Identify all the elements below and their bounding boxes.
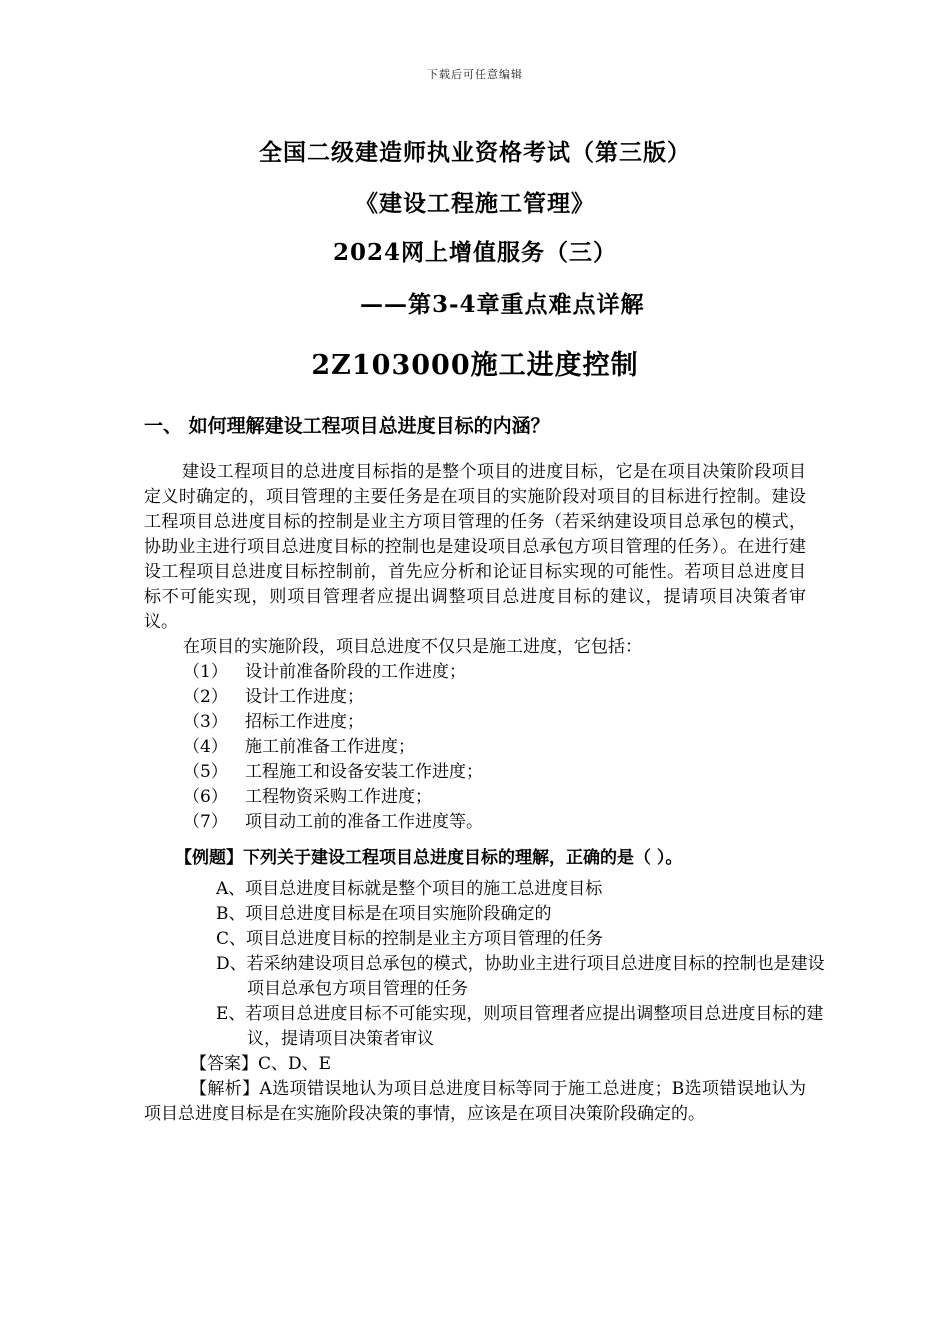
list-intro: 在项目的实施阶段，项目总进度不仅只是施工进度，它包括： (183, 637, 642, 657)
option-e: E、若项目总进度目标不可能实现，则项目管理者应提出调整项目总进度目标的建议，提请项目决策者审议 (216, 1004, 824, 1049)
list-item-text: 工程施工和设备安装工作进度； (245, 762, 483, 782)
header-note: 下载后可任意编辑 (427, 68, 523, 81)
list-item-number: （3） (183, 712, 228, 732)
option-b: B、项目总进度目标是在项目实施阶段确定的 (216, 904, 552, 924)
list-item-text: 项目动工前的准备工作进度等。 (245, 812, 483, 832)
book-title: 《建设工程施工管理》 (355, 190, 595, 217)
answer: 【答案】C、D、E (190, 1054, 332, 1074)
list-item (183, 710, 364, 735)
explanation: 【解析】A选项错误地认为项目总进度目标等同于施工总进度；B选项错误地认为项目总进度目标是在实施阶段决策的事情，应该是在项目决策阶段确定的。 (144, 1079, 806, 1124)
list-item (183, 785, 432, 810)
chapter-heading: 2Z103000施工进度控制 (311, 350, 639, 381)
option-c: C、项目总进度目标的控制是业主方项目管理的任务 (216, 929, 604, 949)
list-item (183, 685, 364, 710)
chapter-subtitle: ——第3-4章重点难点详解 (360, 291, 645, 318)
list-item-number: （5） (183, 762, 228, 782)
list-item-number: （7） (183, 812, 228, 832)
list-item-text: 施工前准备工作进度； (245, 737, 415, 757)
example-question: 【例题】下列关于建设工程项目总进度目标的理解，正确的是（ ）。 (175, 848, 683, 868)
list-item (183, 735, 415, 760)
list-item (183, 660, 466, 685)
list-item-text: 招标工作进度； (245, 712, 364, 732)
list-item-number: （6） (183, 787, 228, 807)
list-item (183, 810, 483, 835)
exam-title: 全国二级建造师执业资格考试（第三版） (259, 139, 691, 166)
section-heading: 一、 如何理解建设工程项目总进度目标的内涵？ (144, 415, 550, 437)
list-item-number: （1） (183, 662, 228, 682)
list-item-text: 工程物资采购工作进度； (245, 787, 432, 807)
service-title: 2024网上增值服务（三） (332, 239, 617, 266)
list-item-text: 设计工作进度； (245, 687, 364, 707)
list-item-number: （4） (183, 737, 228, 757)
list-item (183, 760, 483, 785)
list-item-number: （2） (183, 687, 228, 707)
option-a: A、项目总进度目标就是整个项目的施工总进度目标 (216, 879, 603, 899)
section-paragraph: 建设工程项目的总进度目标指的是整个项目的进度目标，它是在项目决策阶段项目定义时确定的，项目管理的主要任务是在项目的实施阶段对项目的目标进行控制。建设工程项目总进度目标的控制是业主方项目管理的任务（若采纳建设项目总承包的模式，协助业主进行项目总进度目标的控制也是建设项目总承包方项目管理的任务）。在进行建设工程项目总进度目标控制前，首先应分析和论证目标实现的可能性。若项目总进度目标不可能实现，则项目管理者应提出调整项目总进度目标的建议，提请项目决策者审议。 (144, 462, 806, 632)
option-d: D、若采纳建设项目总承包的模式，协助业主进行项目总进度目标的控制也是建设项目总承包方项目管理的任务 (216, 954, 825, 999)
list-item-text: 设计前准备阶段的工作进度； (245, 662, 466, 682)
